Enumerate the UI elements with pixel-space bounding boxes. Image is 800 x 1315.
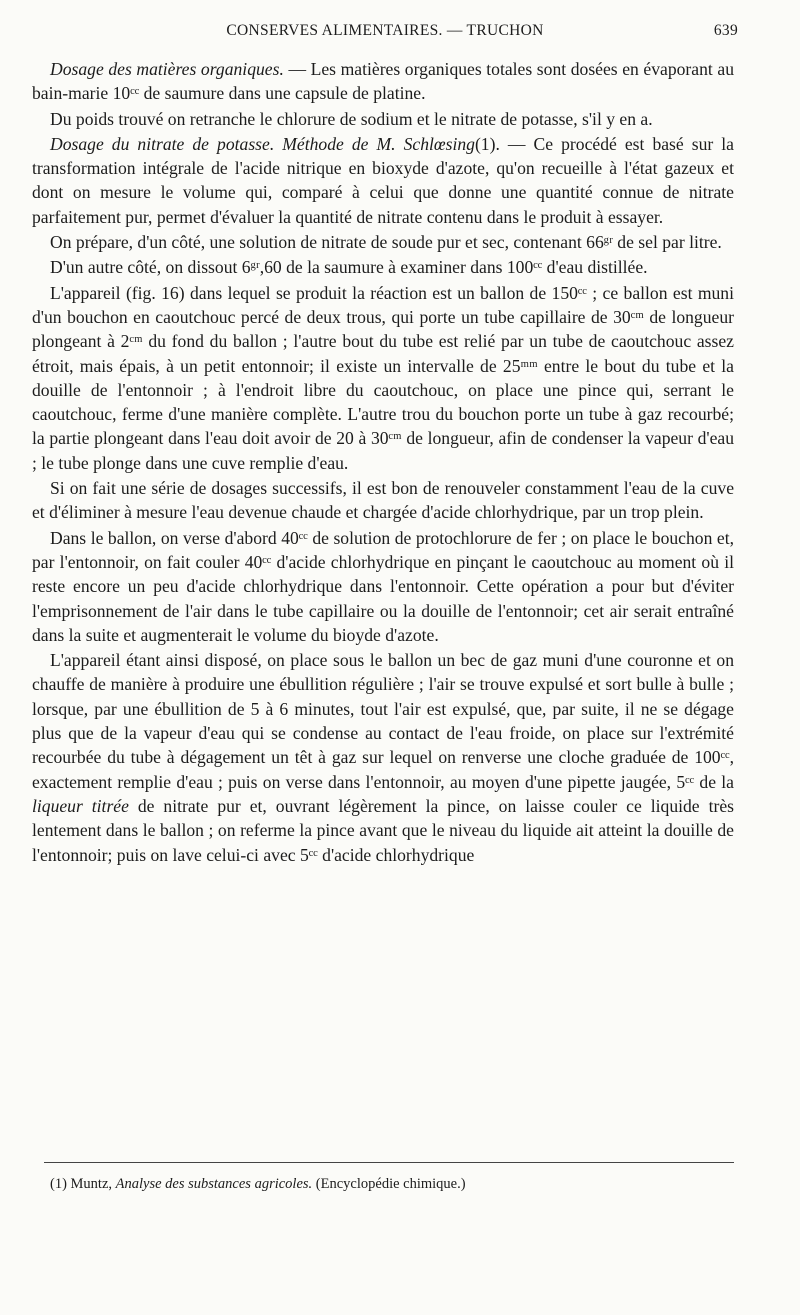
section-lead: Dosage des matières organiques. [50, 59, 284, 79]
section-lead: Dosage du nitrate de potasse. Méthode de M. Schlœsing [50, 133, 475, 154]
paragraph: Dosage des matières organiques. — Les matières organiques totales sont dosées en évaporant au bain-marie 10ᶜᶜ de saumure dans une capsule de platine. [32, 59, 734, 104]
footnote-mark: (1) Muntz, [50, 1176, 113, 1192]
footnote-source: (Encyclopédie chimique.) [315, 1176, 466, 1192]
paragraph: Du poids trouvé on retranche le chlorure de sodium et le nitrate de potasse, s'il y en a. [50, 108, 653, 129]
footnote-title: Analyse des substances agricoles. [115, 1176, 313, 1192]
page-number: 639 [713, 22, 738, 39]
running-title: CONSERVES ALIMENTAIRES. — TRUCHON [226, 22, 544, 39]
footnote [50, 1176, 740, 1193]
paragraph: Dosage du nitrate de potasse. Méthode de M. Schlœsing(1). — Ce procédé est basé sur la transformation intégrale de l'acide nitrique en bioxyde d'azote, qu'on recueille à l'état gazeux et dont on mesure le volume qui, comparé à celui que donne une quantité connue de nitrate parfaitement pur, permet d'évaluer la quantité de nitrate contenu dans le produit à essayer. [32, 133, 734, 227]
main-text [32, 57, 734, 868]
paragraph: L'appareil (fig. 16) dans lequel se produit la réaction est un ballon de 150ᶜᶜ ; ce ballon est muni d'un bouchon en caoutchouc percé de deux trous, qui porte un tube capillaire de 30ᶜᵐ de longueur plongeant à 2ᶜᵐ du fond du ballon ; l'autre bout du tube est relié par un tube de caoutchouc assez étroit, mais épais, à un petit entonnoir; il existe un intervalle de 25ᵐᵐ entre le bout du tube et la douille de l'entonnoir ; à l'endroit libre du caoutchouc, on place une pince qui, serrant le caoutchouc, ferme d'une manière complète. L'autre trou du bouchon porte un tube à gaz recourbé; la partie plongeant dans l'eau doit avoir de 20 à 30ᶜᵐ de longueur, afin de condenser la vapeur d'eau ; le tube plonge dans une cuve remplie d'eau. [32, 282, 734, 473]
paragraph: L'appareil étant ainsi disposé, on place sous le ballon un bec de gaz muni d'une couronne et on chauffe de manière à produire une ébullition régulière ; l'air se trouve expulsé et sort bulle à bulle ; lorsque, par une ébullition de 5 à 6 minutes, tout l'air est expulsé, que, par suite, il ne se dégage plus que de la vapeur d'eau qui se condense au contact de l'eau froide, on place sur l'extrémité recourbée du tube à dégagement un têt à gaz sur lequel on renverse une cloche graduée de 100ᶜᶜ, exactement remplie d'eau ; puis on verse dans l'entonnoir, au moyen d'une pipette jaugée, 5ᶜᶜ de la liqueur titrée de nitrate pur et, ouvrant légèrement la pince, on laisse couler ce liquide très lentement dans le ballon ; on referme la pince avant que le niveau du liquide ait atteint la douille de l'entonnoir; puis on lave celui-ci avec 5ᶜᶜ d'acide chlorhydrique [32, 650, 734, 865]
paragraph: Dans le ballon, on verse d'abord 40ᶜᶜ de solution de protochlorure de fer ; on place le bouchon et, par l'entonnoir, on fait couler 40ᶜᶜ d'acide chlorhydrique en pinçant le caoutchouc au moment où il reste encore un peu d'acide chlorhydrique dans l'entonnoir. Cette opération a pour but d'éviter l'emprisonnement de l'air dans le tube capillaire ou la douille de l'entonnoir; cet air serait entraîné dans la suite et augmenterait le volume du bioyde d'azote. [32, 527, 734, 645]
paragraph: On prépare, d'un côté, une solution de nitrate de soude pur et sec, contenant 66ᵍʳ de sel par litre. [50, 232, 722, 253]
paragraph: D'un autre côté, on dissout 6ᵍʳ,60 de la saumure à examiner dans 100ᶜᶜ d'eau distillée. [50, 257, 648, 278]
footnote-divider [44, 1162, 734, 1163]
emphasis: liqueur titrée [32, 795, 129, 816]
footnote-reference: (1). [474, 133, 500, 154]
paragraph: Si on fait une série de dosages successifs, il est bon de renouveler constamment l'eau de la cuve et d'éliminer à mesure l'eau devenue chaude et chargée d'acide chlorhydrique, par un trop plein. [32, 478, 734, 523]
running-header [32, 22, 738, 44]
